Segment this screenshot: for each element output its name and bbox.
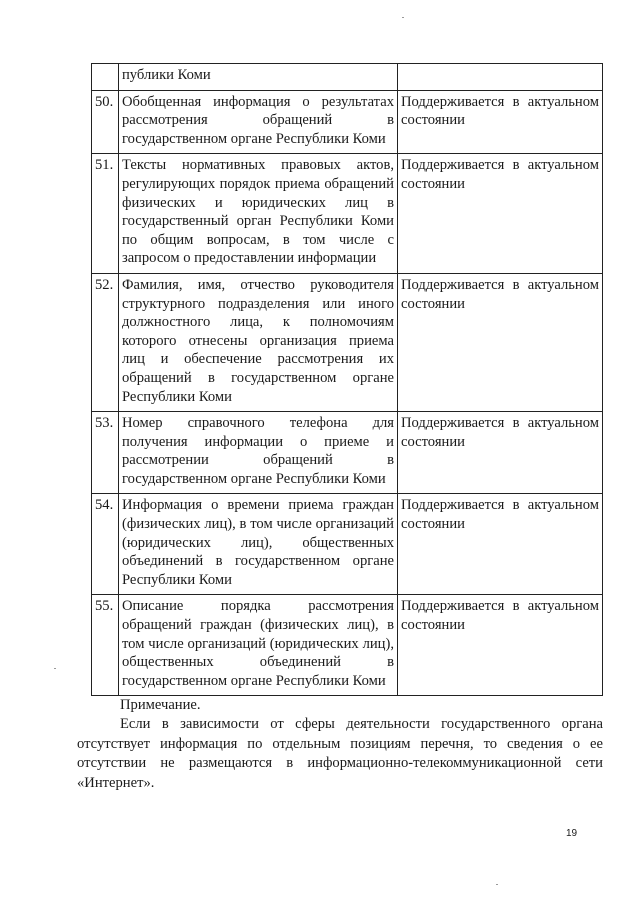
row-status <box>398 64 603 91</box>
table-row <box>92 494 603 595</box>
page-number: 19 <box>566 828 578 839</box>
table-row <box>92 595 603 696</box>
note-title: Примечание. <box>120 697 201 713</box>
row-status: Поддерживается в актуальном состоянии <box>398 154 603 274</box>
row-status: Поддерживается в актуальном состоянии <box>398 412 603 494</box>
requirements-table <box>91 63 603 696</box>
row-number <box>92 64 119 91</box>
row-status: Поддерживается в актуальном состоянии <box>398 494 603 595</box>
row-status: Поддерживается в актуальном состоянии <box>398 273 603 411</box>
row-description: Номер справочного телефона для получения информации о приеме и рассмотрении обращений в государственном органе Республики Коми <box>119 412 398 494</box>
scan-speck <box>496 884 498 885</box>
row-description: Описание порядка рассмотрения обращений граждан (физических лиц), в том числе организаций (юридических лиц), общественных объединений в государственном органе Республики Коми <box>119 595 398 696</box>
row-description: публики Коми <box>119 64 398 91</box>
table-row <box>92 154 603 274</box>
row-description: Тексты нормативных правовых актов, регулирующих порядок приема обращений физических и юридических лиц в государственный орган Республики Коми по общим вопросам, в том числе с запросом о предоставлении информации <box>119 154 398 274</box>
row-description: Фамилия, имя, отчество руководителя структурного подразделения или иного должностного лица, к полномочиям которого отнесены организация приема лиц и обеспечение рассмотрения их обращений в государственном органе Республики Коми <box>119 273 398 411</box>
scan-speck <box>54 668 56 669</box>
table-row-continuation <box>92 64 603 91</box>
row-description: Информация о времени приема граждан (физических лиц), в том числе организаций (юридических лиц), общественных объединений в государственном органе Республики Коми <box>119 494 398 595</box>
row-status: Поддерживается в актуальном состоянии <box>398 90 603 154</box>
table-row <box>92 273 603 411</box>
table-row <box>92 412 603 494</box>
row-number: 55. <box>92 595 119 696</box>
row-description: Обобщенная информация о результатах рассмотрения обращений в государственном органе Республики Коми <box>119 90 398 154</box>
row-number: 52. <box>92 273 119 411</box>
row-status: Поддерживается в актуальном состоянии <box>398 595 603 696</box>
note-body: Если в зависимости от сферы деятельности государственного органа отсутствует информация по отдельным позициям перечня, то сведения о ее отсутствии не размещаются в информационно-телекоммуникационной сети «Интернет». <box>77 716 603 791</box>
row-number: 51. <box>92 154 119 274</box>
row-number: 53. <box>92 412 119 494</box>
row-number: 50. <box>92 90 119 154</box>
table-row <box>92 90 603 154</box>
requirements-table-body <box>92 64 603 696</box>
row-number: 54. <box>92 494 119 595</box>
scan-speck <box>402 17 404 18</box>
